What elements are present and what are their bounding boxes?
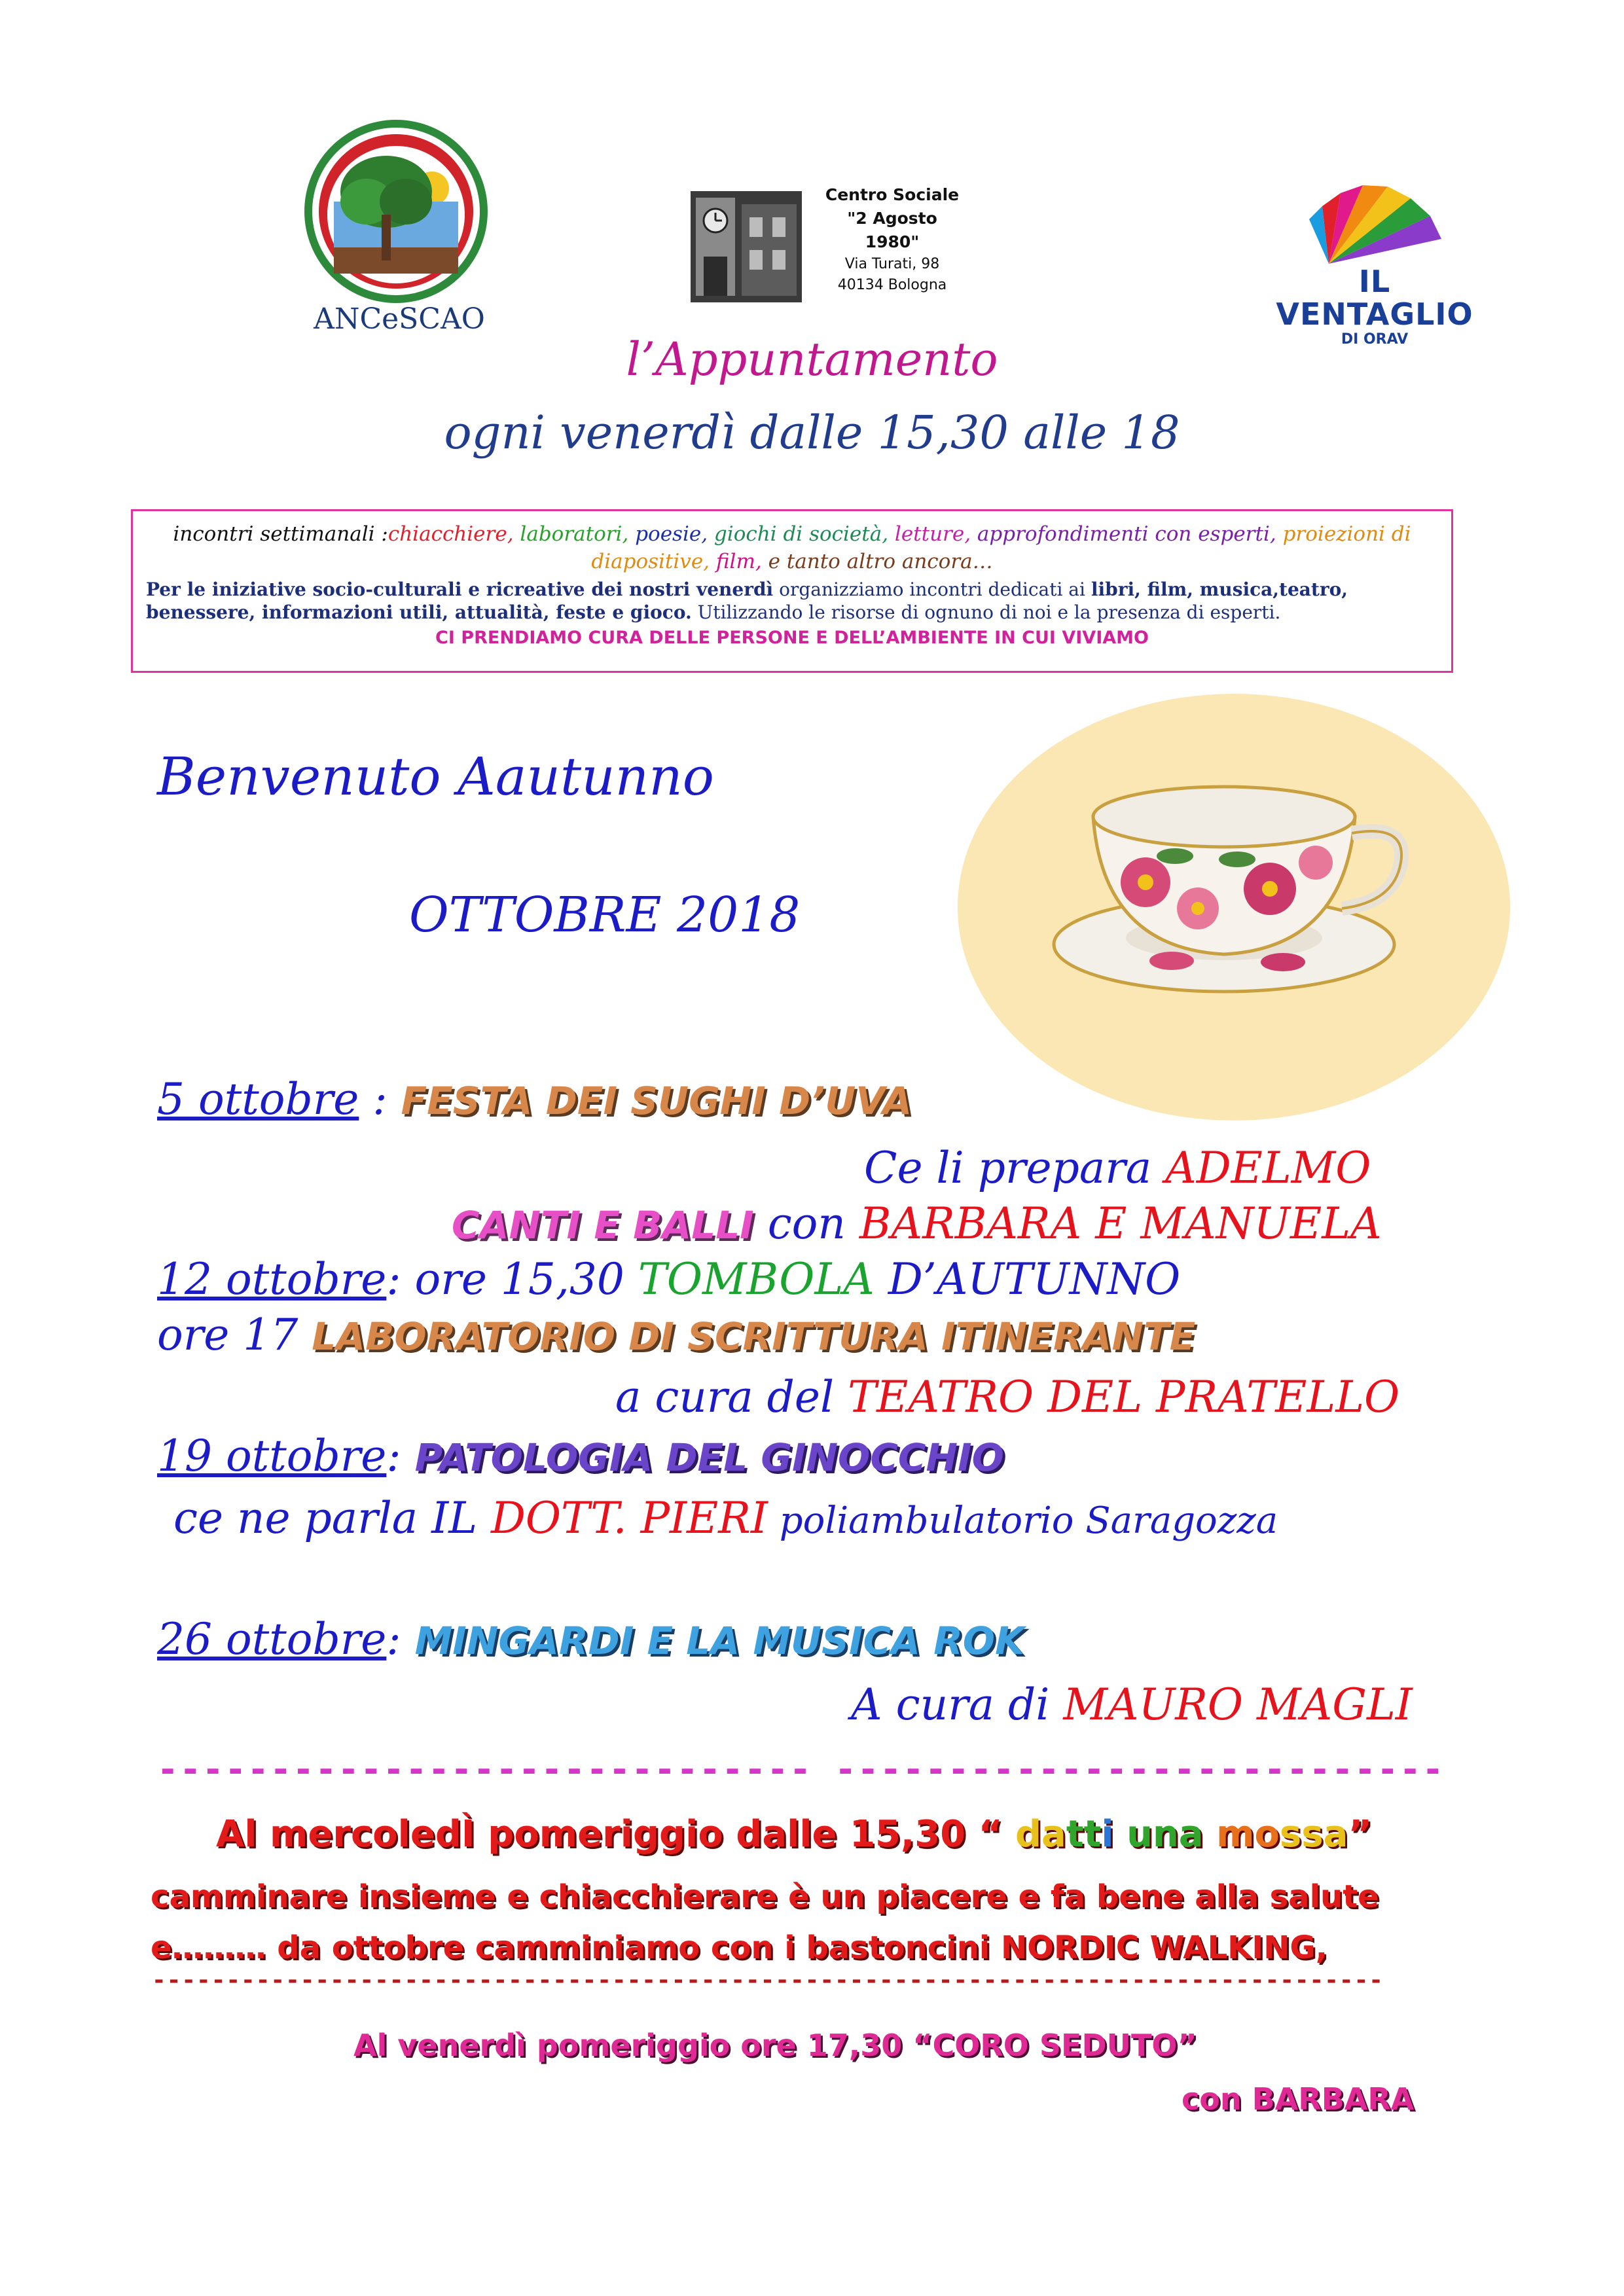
activity-item: poesie,: [628, 522, 708, 546]
event-4-by-label: A cura di: [851, 1679, 1064, 1730]
event-2-date: 12 ottobre: [157, 1254, 387, 1304]
event-1-by-name: ADELMO: [1165, 1143, 1371, 1193]
month-title: OTTOBRE 2018: [409, 887, 801, 943]
choir-with-note: con BARBARA: [1182, 2081, 1415, 2117]
activity-item: chiacchiere,: [388, 522, 514, 546]
event-2b-by: [615, 1371, 1399, 1424]
welcome-title: Benvenuto Aautunno: [157, 746, 714, 807]
initiatives-text-d: Utilizzando le risorse di ognuno di noi e la presenza di esperti.: [691, 601, 1281, 623]
activity-item: e tanto altro ancora…: [761, 550, 993, 573]
event-2b-time: ore 17: [157, 1310, 312, 1360]
separator-dashes-1: ----------------------------- ---------------------------: [157, 1749, 1445, 1790]
event-3-by-label: ce ne parla IL: [173, 1493, 492, 1543]
ventaglio-fan-logo-icon: [1303, 180, 1447, 265]
address-line-3: 1980": [865, 232, 920, 251]
ventaglio-title: IL VENTAGLIO: [1276, 264, 1473, 332]
initiatives-text-c: libri, film, musica,teatro, benessere, informazioni utili, attualità, feste e gioco.: [146, 579, 1348, 623]
motto-part-4: una: [1113, 1813, 1217, 1856]
activities-list: [388, 522, 1411, 573]
event-4-by-name: MAURO MAGLI: [1063, 1679, 1413, 1730]
event-1-by: [864, 1142, 1371, 1194]
activities-intro: incontri settimanali :: [173, 522, 388, 546]
event-1b-title: CANTI E BALLI: [452, 1203, 754, 1247]
motto-part-3: i: [1101, 1813, 1114, 1856]
address-line-1: Centro Sociale: [825, 185, 960, 204]
activity-item: film,: [710, 550, 762, 573]
activities-line: [146, 520, 1438, 575]
event-4-sep: :: [386, 1614, 415, 1664]
event-1b: [452, 1198, 1382, 1251]
headline-title: l’Appuntamento: [626, 332, 998, 386]
event-2b: [157, 1309, 1195, 1363]
separator-dashes-2: -----------------------------------------------------------------------------------: [152, 1967, 1384, 1994]
building-photo-icon: [691, 191, 802, 302]
event-2-title-b: D’AUTUNNO: [874, 1254, 1181, 1304]
event-1-title: FESTA DEI SUGHI D’UVA: [401, 1079, 912, 1123]
event-4: [157, 1613, 1024, 1667]
event-1: [157, 1073, 912, 1127]
event-3-by-name: DOTT. PIERI: [491, 1493, 768, 1543]
ventaglio-subtitle: DI ORAV: [1341, 331, 1409, 348]
choir-note: Al venerdì pomeriggio ore 17,30 “CORO SEDUTO”: [353, 2028, 1197, 2063]
wednesday-note-text: Al mercoledÌ pomeriggio dalle 15,30 “: [216, 1813, 1015, 1856]
activity-item: laboratori,: [513, 522, 629, 546]
event-1-sep: :: [359, 1074, 401, 1124]
event-3-sep: :: [386, 1431, 415, 1481]
activity-item: letture,: [888, 522, 971, 546]
address-line-4: Via Turati, 98: [844, 256, 940, 272]
event-3-date: 19 ottobre: [157, 1431, 387, 1481]
initiatives-text-a: Per le iniziative socio-culturali e ricreative dei nostri venerdì: [146, 579, 774, 600]
initiatives-text: [146, 578, 1438, 624]
motto-part-6: ssa: [1279, 1813, 1348, 1856]
event-4-by: [851, 1679, 1413, 1731]
event-4-date: 26 ottobre: [157, 1614, 387, 1664]
nordic-walking-note: e……… da ottobre camminiamo con i bastoncini NORDIC WALKING,: [151, 1929, 1328, 1966]
event-4-title: MINGARDI E LA MUSICA ROK: [414, 1619, 1025, 1663]
event-3-by-place: poliambulatorio Saragozza: [768, 1499, 1278, 1542]
tagline: CI PRENDIAMO CURA DELLE PERSONE E DELL’AMBIENTE IN CUI VIVIAMO: [435, 628, 1149, 648]
event-2b-by-label: a cura del: [615, 1372, 848, 1422]
walking-note: camminare insieme e chiacchierare è un piacere e fa bene alla salute: [151, 1878, 1379, 1915]
motto-part-2: tt: [1066, 1813, 1102, 1856]
event-1-date: 5 ottobre: [157, 1074, 359, 1124]
address-line-5: 40134 Bologna: [837, 277, 947, 293]
info-box: [131, 509, 1453, 673]
event-3-title: PATOLOGIA DEL GINOCCHIO: [414, 1435, 1004, 1480]
activity-item: approfondimenti con esperti,: [971, 522, 1276, 546]
event-2-title-a: TOMBOLA: [638, 1254, 875, 1304]
motto-end: ”: [1348, 1813, 1373, 1856]
motto-part-1: da: [1015, 1813, 1066, 1856]
centro-sociale-address: [810, 183, 974, 296]
motto-part-5: mo: [1216, 1813, 1280, 1856]
event-1-by-label: Ce li prepara: [864, 1143, 1166, 1193]
wednesday-note: [216, 1813, 1372, 1856]
event-3-by: [173, 1492, 1278, 1547]
address-line-2: "2 Agosto: [847, 209, 937, 228]
activity-item: giochi di società,: [708, 522, 889, 546]
ancescao-logo-text: ANCeSCAO: [314, 302, 485, 336]
event-3: [157, 1430, 1004, 1484]
teacup-icon: [956, 692, 1512, 1122]
headline-schedule: ogni venerdì dalle 15,30 alle 18: [444, 406, 1180, 459]
event-2: [157, 1253, 1180, 1306]
event-2b-by-name: TEATRO DEL PRATELLO: [848, 1372, 1400, 1422]
event-2b-title: LABORATORIO DI SCRITTURA ITINERANTE: [312, 1314, 1196, 1359]
initiatives-text-b: organizziamo incontri dedicati ai: [773, 579, 1091, 600]
event-1b-with-label: con: [753, 1198, 859, 1249]
event-2-time: : ore 15,30: [386, 1254, 638, 1304]
activity-item: proiezioni di diapositive,: [591, 522, 1411, 573]
event-1b-with-name: BARBARA E MANUELA: [859, 1198, 1382, 1249]
